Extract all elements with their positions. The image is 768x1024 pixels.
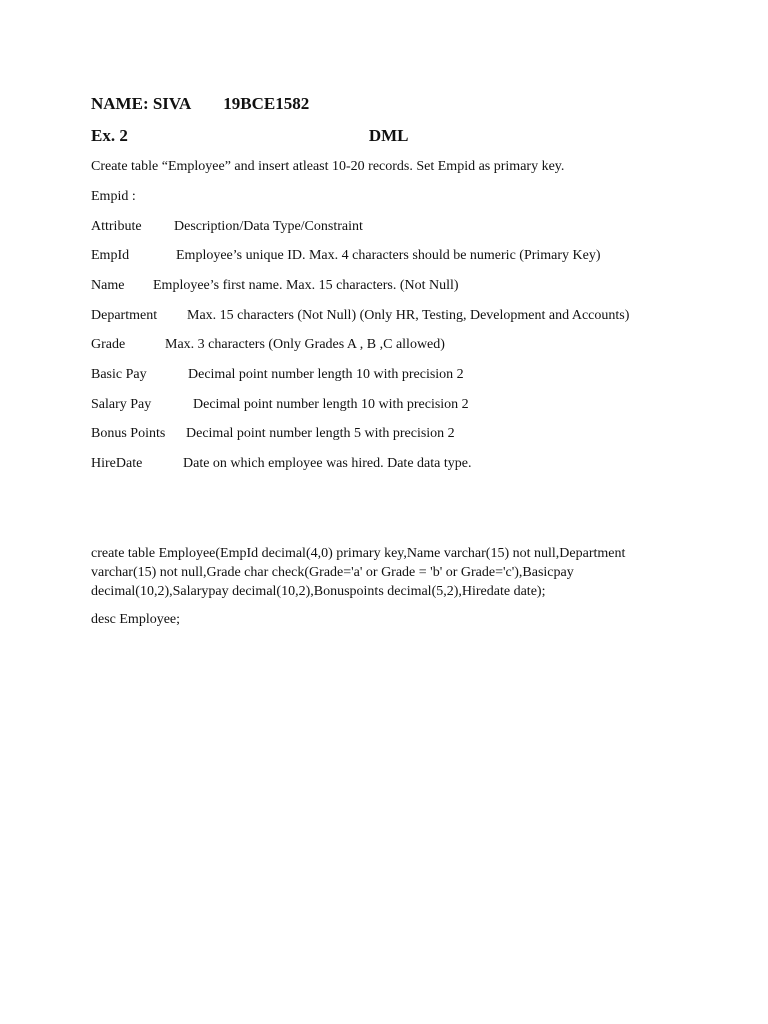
attribute-row — [91, 337, 445, 353]
attribute-description: Employee’s first name. Max. 15 characters. (Not Null) — [153, 278, 459, 293]
desc-statement: desc Employee; — [91, 612, 181, 627]
student-heading — [91, 94, 309, 114]
attribute-row — [91, 308, 630, 324]
attribute-name: HireDate — [91, 456, 143, 471]
attribute-name: Name — [91, 278, 125, 293]
exercise-heading — [91, 126, 409, 146]
attribute-name: Attribute — [91, 219, 142, 234]
attribute-name: Department — [91, 308, 158, 323]
sql-line: create table Employee(EmpId decimal(4,0) primary key,Name varchar(15) not null,Department — [91, 546, 626, 561]
attribute-description: Decimal point number length 5 with precision 2 — [186, 426, 455, 441]
create-table-statement — [91, 544, 691, 601]
attribute-name: EmpId — [91, 248, 130, 263]
attribute-row — [91, 248, 601, 264]
empid-label: Empid : — [91, 189, 136, 204]
attribute-description: Description/Data Type/Constraint — [174, 219, 363, 234]
attribute-description: Employee’s unique ID. Max. 4 characters should be numeric (Primary Key) — [176, 248, 601, 263]
sql-line: decimal(10,2),Salarypay decimal(10,2),Bonuspoints decimal(5,2),Hiredate date); — [91, 584, 546, 599]
attribute-row — [91, 397, 469, 413]
sql-line: varchar(15) not null,Grade char check(Grade='a' or Grade = 'b' or Grade='c'),Basicpay — [91, 565, 574, 580]
register-number: 19BCE1582 — [223, 94, 310, 113]
attribute-row — [91, 367, 464, 383]
attribute-row — [91, 278, 459, 294]
attribute-description: Date on which employee was hired. Date data type. — [183, 456, 472, 471]
attribute-description: Decimal point number length 10 with precision 2 — [188, 367, 464, 382]
attribute-name: Salary Pay — [91, 397, 152, 412]
exercise-topic: DML — [368, 126, 409, 145]
attribute-name: Grade — [91, 337, 126, 352]
attribute-description: Decimal point number length 10 with precision 2 — [193, 397, 469, 412]
attribute-name: Bonus Points — [91, 426, 166, 441]
attribute-row — [91, 456, 472, 472]
attribute-name: Basic Pay — [91, 367, 147, 382]
task-description: Create table “Employee” and insert atleast 10-20 records. Set Empid as primary key. — [91, 159, 565, 174]
attribute-row — [91, 426, 455, 442]
exercise-number: Ex. 2 — [91, 126, 128, 145]
attribute-description: Max. 3 characters (Only Grades A , B ,C allowed) — [165, 337, 445, 352]
attribute-header-row — [91, 219, 363, 235]
attribute-description: Max. 15 characters (Not Null) (Only HR, Testing, Development and Accounts) — [187, 308, 630, 323]
student-name: NAME: SIVA — [91, 94, 192, 113]
